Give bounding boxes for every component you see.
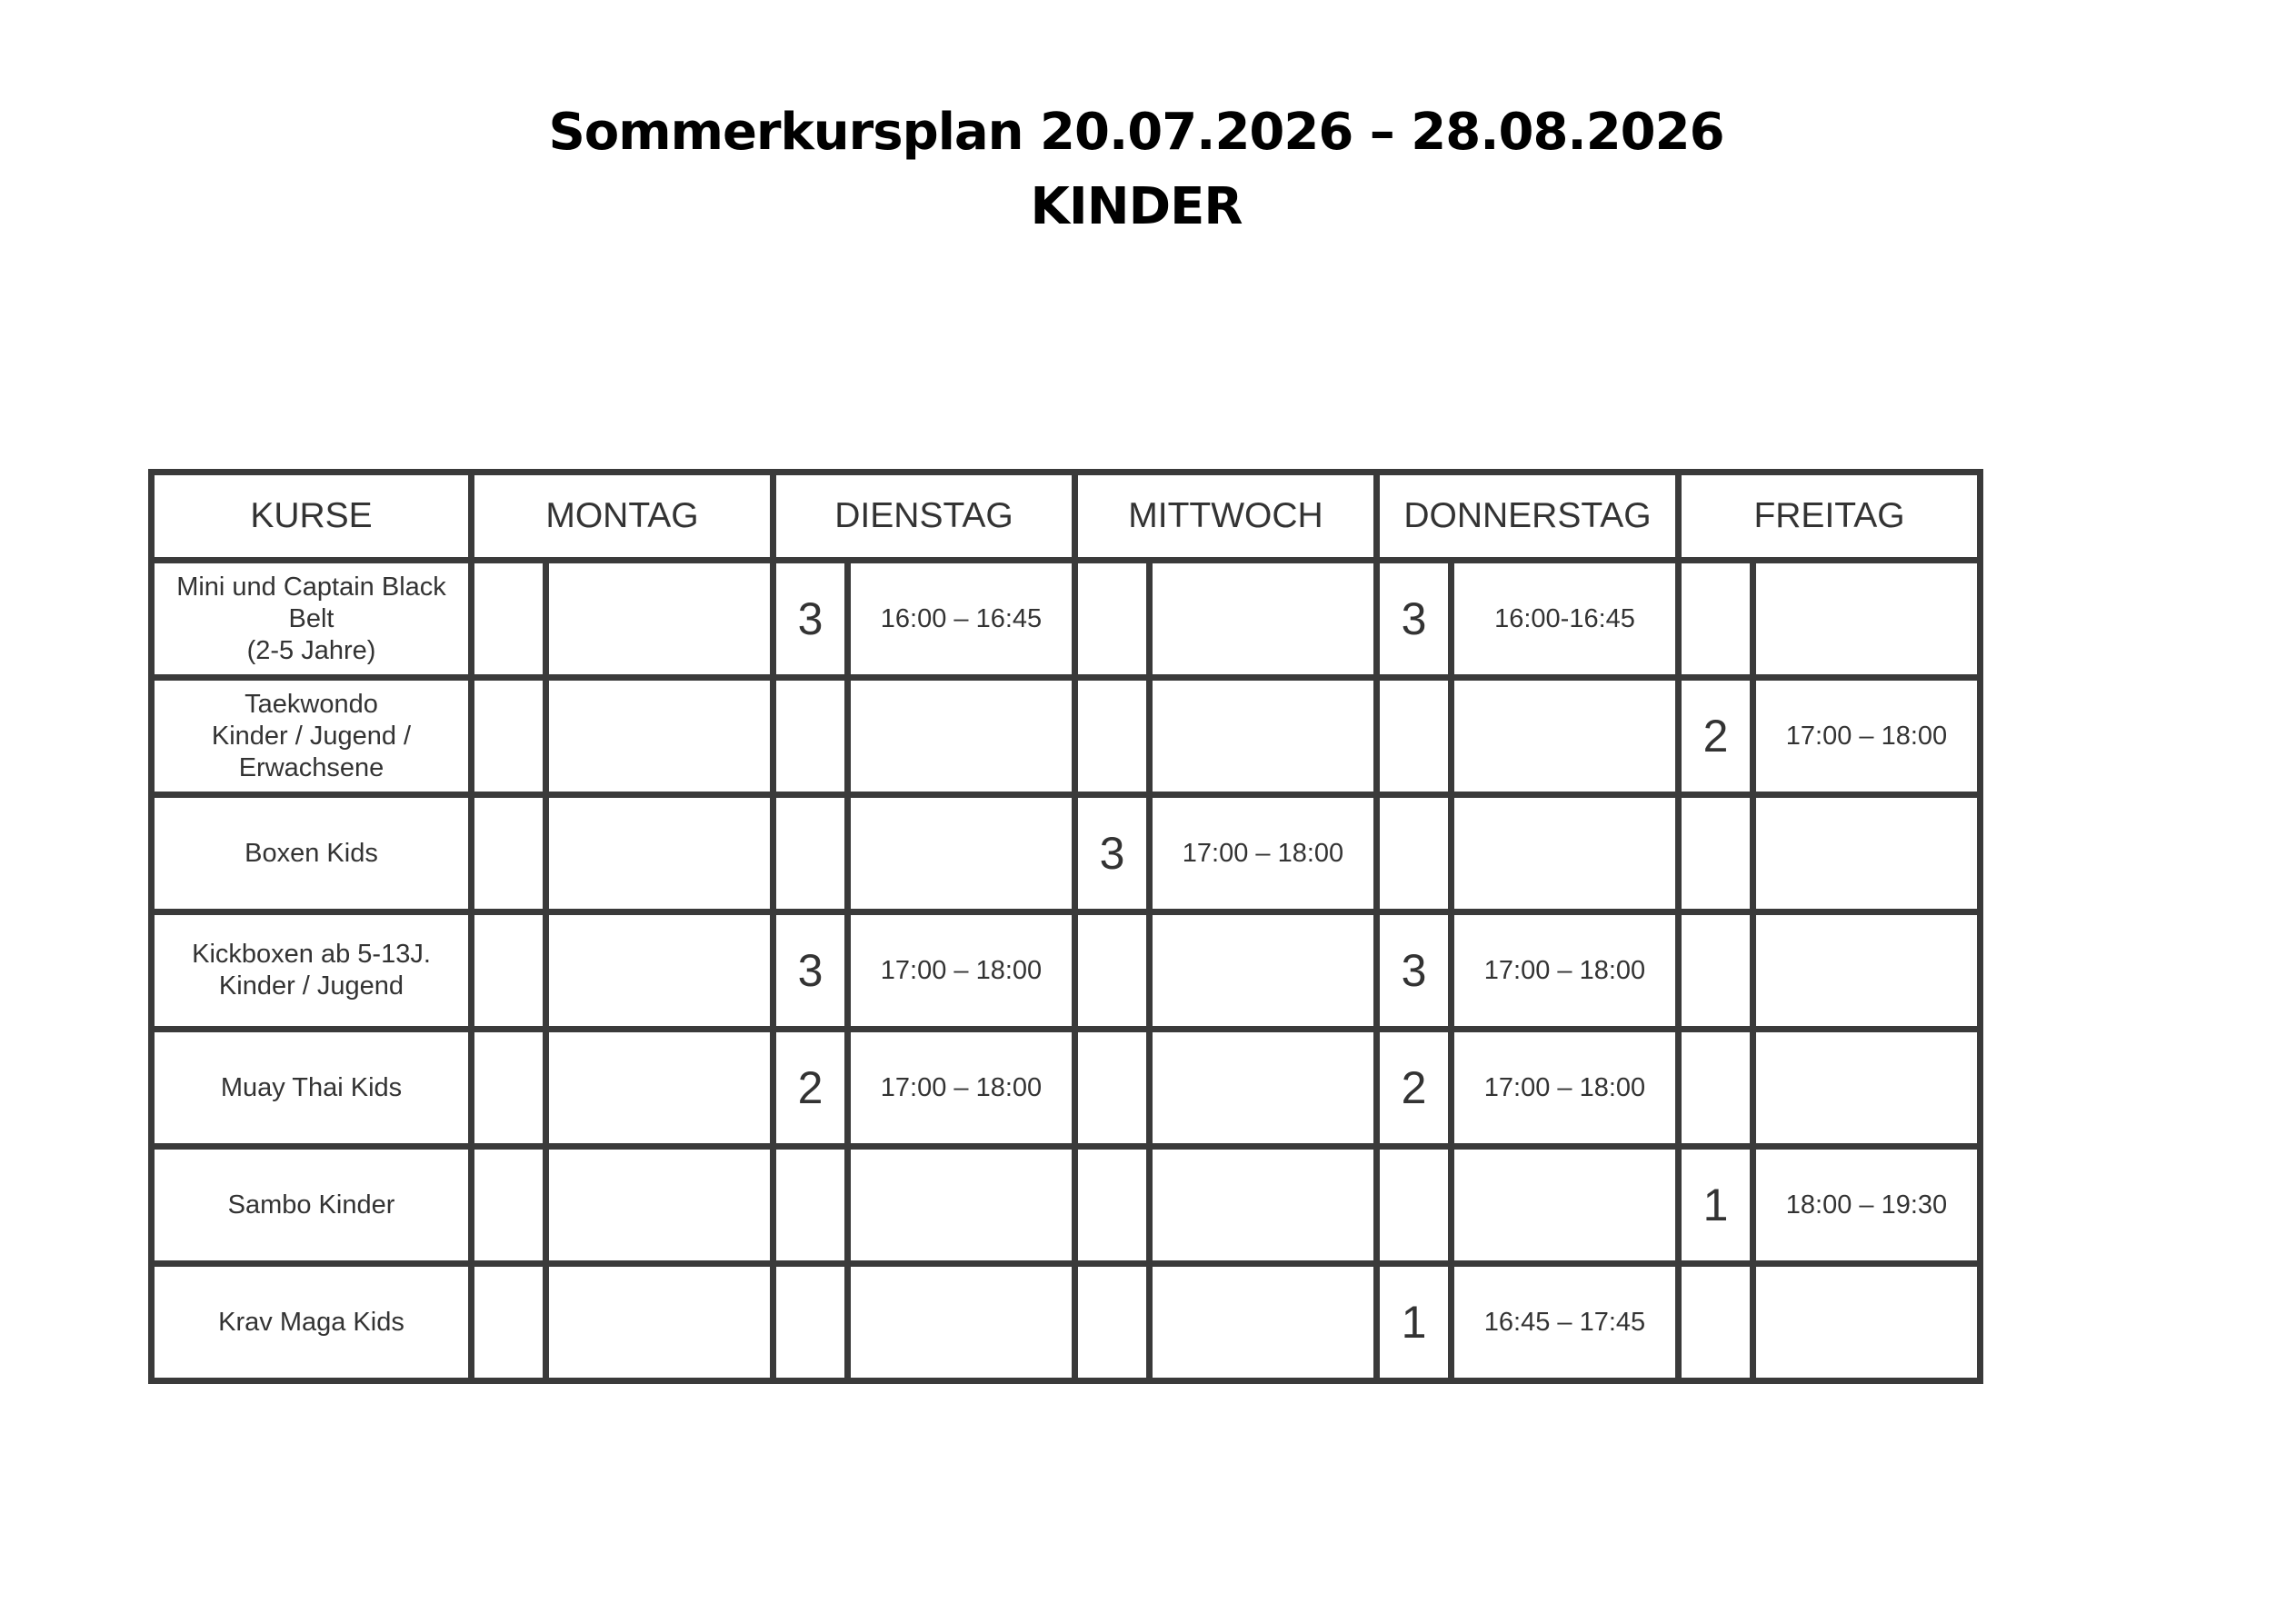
session-time-donnerstag: 17:00 – 18:00 xyxy=(1452,912,1679,1030)
session-count-freitag xyxy=(1679,1264,1753,1381)
session-count-montag xyxy=(472,795,546,912)
session-time-montag xyxy=(546,561,774,678)
session-time-freitag xyxy=(1753,1030,1981,1147)
session-time-donnerstag xyxy=(1452,678,1679,795)
session-count-freitag xyxy=(1679,561,1753,678)
session-count-donnerstag: 2 xyxy=(1377,1030,1452,1147)
session-count-montag xyxy=(472,912,546,1030)
table-row xyxy=(152,795,1981,912)
session-count-montag xyxy=(472,678,546,795)
session-time-donnerstag: 16:00-16:45 xyxy=(1452,561,1679,678)
session-count-mittwoch xyxy=(1075,1147,1150,1264)
session-time-dienstag: 16:00 – 16:45 xyxy=(848,561,1075,678)
session-time-montag xyxy=(546,678,774,795)
session-time-montag xyxy=(546,1030,774,1147)
session-time-dienstag xyxy=(848,1147,1075,1264)
table-row xyxy=(152,561,1981,678)
session-count-freitag: 1 xyxy=(1679,1147,1753,1264)
session-time-mittwoch: 17:00 – 18:00 xyxy=(1150,795,1377,912)
course-name: Kickboxen ab 5-13J. Kinder / Jugend xyxy=(152,912,472,1030)
session-count-montag xyxy=(472,1030,546,1147)
header-row xyxy=(152,473,1981,561)
course-name: Sambo Kinder xyxy=(152,1147,472,1264)
session-count-freitag: 2 xyxy=(1679,678,1753,795)
table-row xyxy=(152,1264,1981,1381)
header-mittwoch: MITTWOCH xyxy=(1075,473,1377,561)
table-row xyxy=(152,1030,1981,1147)
header-donnerstag: DONNERSTAG xyxy=(1377,473,1679,561)
session-count-donnerstag xyxy=(1377,1147,1452,1264)
session-time-freitag xyxy=(1753,1264,1981,1381)
session-time-dienstag xyxy=(848,678,1075,795)
document-title xyxy=(0,95,2272,244)
header-montag: MONTAG xyxy=(472,473,774,561)
session-time-montag xyxy=(546,795,774,912)
session-count-freitag xyxy=(1679,912,1753,1030)
session-time-freitag xyxy=(1753,912,1981,1030)
session-count-mittwoch xyxy=(1075,1030,1150,1147)
course-name: Mini und Captain Black Belt (2-5 Jahre) xyxy=(152,561,472,678)
course-name: Taekwondo Kinder / Jugend / Erwachsene xyxy=(152,678,472,795)
session-count-dienstag: 2 xyxy=(774,1030,848,1147)
session-count-freitag xyxy=(1679,1030,1753,1147)
session-count-donnerstag xyxy=(1377,795,1452,912)
session-count-montag xyxy=(472,561,546,678)
course-name: Muay Thai Kids xyxy=(152,1030,472,1147)
session-time-montag xyxy=(546,912,774,1030)
session-time-donnerstag xyxy=(1452,795,1679,912)
session-time-mittwoch xyxy=(1150,1264,1377,1381)
table-row xyxy=(152,678,1981,795)
session-count-donnerstag xyxy=(1377,678,1452,795)
session-count-mittwoch xyxy=(1075,912,1150,1030)
session-time-donnerstag: 16:45 – 17:45 xyxy=(1452,1264,1679,1381)
session-time-mittwoch xyxy=(1150,1147,1377,1264)
table-row xyxy=(152,1147,1981,1264)
session-time-freitag: 17:00 – 18:00 xyxy=(1753,678,1981,795)
session-time-mittwoch xyxy=(1150,678,1377,795)
session-count-mittwoch xyxy=(1075,561,1150,678)
session-time-montag xyxy=(546,1264,774,1381)
session-time-montag xyxy=(546,1147,774,1264)
session-time-donnerstag: 17:00 – 18:00 xyxy=(1452,1030,1679,1147)
session-count-mittwoch xyxy=(1075,678,1150,795)
session-count-dienstag xyxy=(774,795,848,912)
session-time-freitag: 18:00 – 19:30 xyxy=(1753,1147,1981,1264)
session-count-mittwoch xyxy=(1075,1264,1150,1381)
session-time-dienstag xyxy=(848,1264,1075,1381)
schedule-table xyxy=(148,469,1983,1384)
session-count-donnerstag: 1 xyxy=(1377,1264,1452,1381)
session-time-dienstag: 17:00 – 18:00 xyxy=(848,912,1075,1030)
session-count-montag xyxy=(472,1147,546,1264)
table-row xyxy=(152,912,1981,1030)
session-time-mittwoch xyxy=(1150,561,1377,678)
session-time-dienstag xyxy=(848,795,1075,912)
session-count-montag xyxy=(472,1264,546,1381)
session-count-freitag xyxy=(1679,795,1753,912)
session-time-freitag xyxy=(1753,561,1981,678)
header-kurse: KURSE xyxy=(152,473,472,561)
session-count-dienstag xyxy=(774,678,848,795)
session-time-mittwoch xyxy=(1150,912,1377,1030)
session-time-dienstag: 17:00 – 18:00 xyxy=(848,1030,1075,1147)
title-line-1: Sommerkursplan 20.07.2026 – 28.08.2026 xyxy=(548,103,1724,162)
course-name: Boxen Kids xyxy=(152,795,472,912)
session-count-mittwoch: 3 xyxy=(1075,795,1150,912)
session-count-dienstag: 3 xyxy=(774,912,848,1030)
session-count-dienstag xyxy=(774,1264,848,1381)
course-name: Krav Maga Kids xyxy=(152,1264,472,1381)
title-line-2: KINDER xyxy=(1030,177,1243,236)
header-freitag: FREITAG xyxy=(1679,473,1981,561)
session-count-dienstag: 3 xyxy=(774,561,848,678)
session-count-dienstag xyxy=(774,1147,848,1264)
session-time-donnerstag xyxy=(1452,1147,1679,1264)
session-count-donnerstag: 3 xyxy=(1377,561,1452,678)
session-time-mittwoch xyxy=(1150,1030,1377,1147)
session-time-freitag xyxy=(1753,795,1981,912)
header-dienstag: DIENSTAG xyxy=(774,473,1075,561)
session-count-donnerstag: 3 xyxy=(1377,912,1452,1030)
